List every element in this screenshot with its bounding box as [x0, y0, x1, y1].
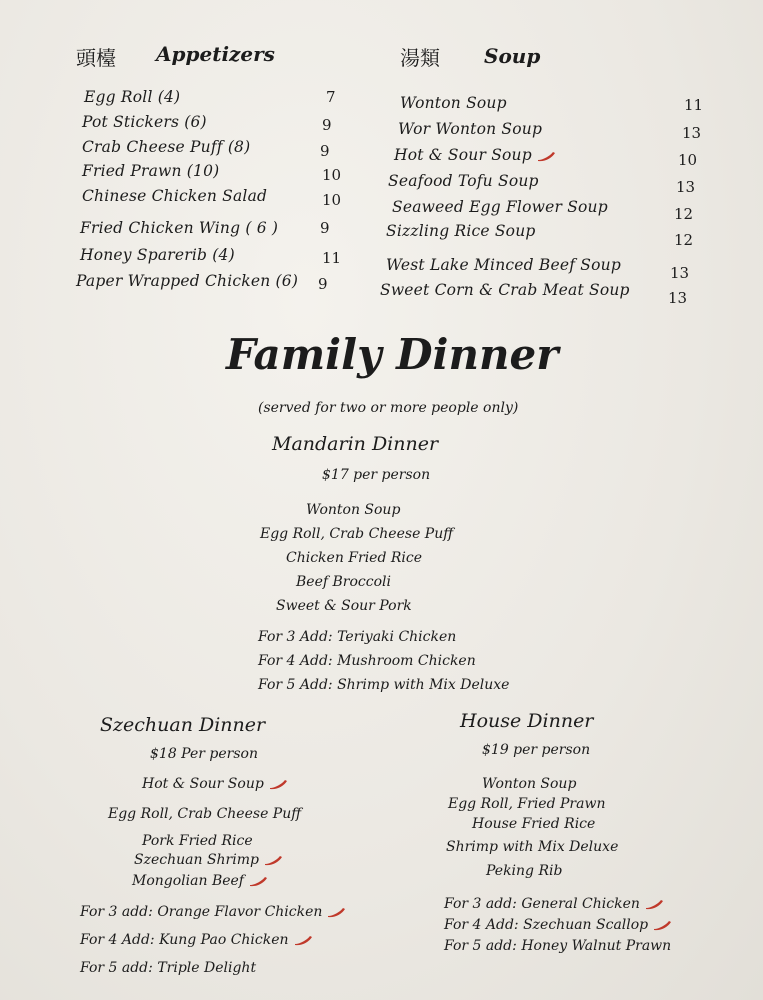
soup-price: 13	[668, 289, 688, 307]
soup-name-spicy	[394, 146, 556, 164]
house-add-spicy	[444, 917, 672, 933]
mandarin-item: Sweet & Sour Pork	[276, 598, 412, 614]
soup-name: Sweet Corn & Crab Meat Soup	[380, 281, 630, 299]
soup-name: Hot & Sour Soup	[394, 146, 532, 164]
house-dinner-price: $19 per person	[482, 742, 591, 758]
family-dinner-title: Family Dinner	[226, 330, 559, 379]
chili-pepper-icon	[268, 778, 288, 790]
szechuan-add-spicy	[80, 932, 313, 948]
szechuan-add: For 4 Add: Kung Pao Chicken	[80, 932, 289, 948]
mandarin-dinner-price: $17 per person	[322, 467, 431, 483]
soup-price: 13	[682, 124, 702, 142]
mandarin-add: For 4 Add: Mushroom Chicken	[258, 653, 476, 669]
szechuan-item-spicy	[132, 873, 268, 889]
soup-name: Seaweed Egg Flower Soup	[392, 198, 608, 216]
szechuan-add: For 5 add: Triple Delight	[80, 960, 257, 976]
house-item: Egg Roll, Fried Prawn	[448, 796, 606, 812]
appetizer-name: Pot Stickers (6)	[82, 113, 207, 131]
szechuan-item: Hot & Sour Soup	[142, 776, 264, 792]
mandarin-item: Wonton Soup	[306, 502, 401, 518]
appetizer-name: Crab Cheese Puff (8)	[82, 138, 251, 156]
appetizers-title-cjk: 頭檯	[76, 46, 116, 70]
soup-name: Wonton Soup	[400, 94, 507, 112]
chili-pepper-icon	[248, 875, 268, 887]
mandarin-add: For 3 Add: Teriyaki Chicken	[258, 629, 457, 645]
house-item: Peking Rib	[486, 863, 563, 879]
appetizer-price: 10	[322, 191, 342, 209]
chili-pepper-icon	[644, 898, 664, 910]
mandarin-dinner-title: Mandarin Dinner	[272, 433, 439, 455]
soup-name: Sizzling Rice Soup	[386, 222, 536, 240]
chili-pepper-icon	[263, 854, 283, 866]
appetizer-name: Egg Roll (4)	[84, 88, 181, 106]
appetizer-price: 9	[322, 116, 332, 134]
szechuan-item: Mongolian Beef	[132, 873, 244, 889]
soup-price: 12	[674, 205, 694, 223]
appetizer-price: 7	[326, 88, 336, 106]
soup-price: 13	[670, 264, 690, 282]
soup-price: 10	[678, 151, 698, 169]
appetizer-name: Paper Wrapped Chicken (6)	[76, 272, 299, 290]
szechuan-item: Szechuan Shrimp	[134, 852, 259, 868]
family-dinner-note: (served for two or more people only)	[258, 400, 519, 416]
house-item: House Fried Rice	[472, 816, 596, 832]
house-add: For 5 add: Honey Walnut Prawn	[444, 938, 672, 954]
appetizer-price: 9	[320, 219, 330, 237]
appetizer-price: 9	[318, 275, 328, 293]
soup-price: 13	[676, 178, 696, 196]
chili-pepper-icon	[326, 906, 346, 918]
soup-name: Wor Wonton Soup	[398, 120, 543, 138]
soup-price: 11	[684, 96, 704, 114]
chili-pepper-icon	[652, 919, 672, 931]
soup-title-cjk: 湯類	[400, 46, 440, 70]
appetizer-price: 9	[320, 142, 330, 160]
szechuan-dinner-title: Szechuan Dinner	[100, 714, 266, 736]
appetizer-name: Chinese Chicken Salad	[82, 187, 268, 205]
soup-name: West Lake Minced Beef Soup	[386, 256, 621, 274]
house-dinner-title: House Dinner	[460, 710, 594, 732]
mandarin-item: Egg Roll, Crab Cheese Puff	[260, 526, 454, 542]
soup-name: Seafood Tofu Soup	[388, 172, 539, 190]
szechuan-item: Egg Roll, Crab Cheese Puff	[108, 806, 302, 822]
chili-pepper-icon	[293, 934, 313, 946]
appetizer-name: Honey Sparerib (4)	[80, 246, 235, 264]
mandarin-item: Chicken Fried Rice	[286, 550, 423, 566]
appetizer-price: 10	[322, 166, 342, 184]
mandarin-item: Beef Broccoli	[296, 574, 391, 590]
soup-price: 12	[674, 231, 694, 249]
szechuan-item: Pork Fried Rice	[142, 833, 253, 849]
mandarin-add: For 5 Add: Shrimp with Mix Deluxe	[258, 677, 510, 693]
appetizer-name: Fried Chicken Wing ( 6 )	[80, 219, 279, 237]
appetizers-title: Appetizers	[156, 42, 275, 66]
house-add-spicy	[444, 896, 664, 912]
szechuan-item-spicy	[142, 776, 288, 792]
house-add: For 4 Add: Szechuan Scallop	[444, 917, 649, 933]
house-item: Shrimp with Mix Deluxe	[446, 839, 619, 855]
szechuan-add: For 3 add: Orange Flavor Chicken	[80, 904, 323, 920]
appetizer-name: Fried Prawn (10)	[82, 162, 220, 180]
house-add: For 3 add: General Chicken	[444, 896, 640, 912]
chili-pepper-icon	[536, 150, 556, 162]
szechuan-dinner-price: $18 Per person	[150, 746, 258, 762]
soup-title: Soup	[484, 44, 541, 68]
szechuan-item-spicy	[134, 852, 283, 868]
appetizer-price: 11	[322, 249, 342, 267]
szechuan-add-spicy	[80, 904, 346, 920]
house-item: Wonton Soup	[482, 776, 577, 792]
